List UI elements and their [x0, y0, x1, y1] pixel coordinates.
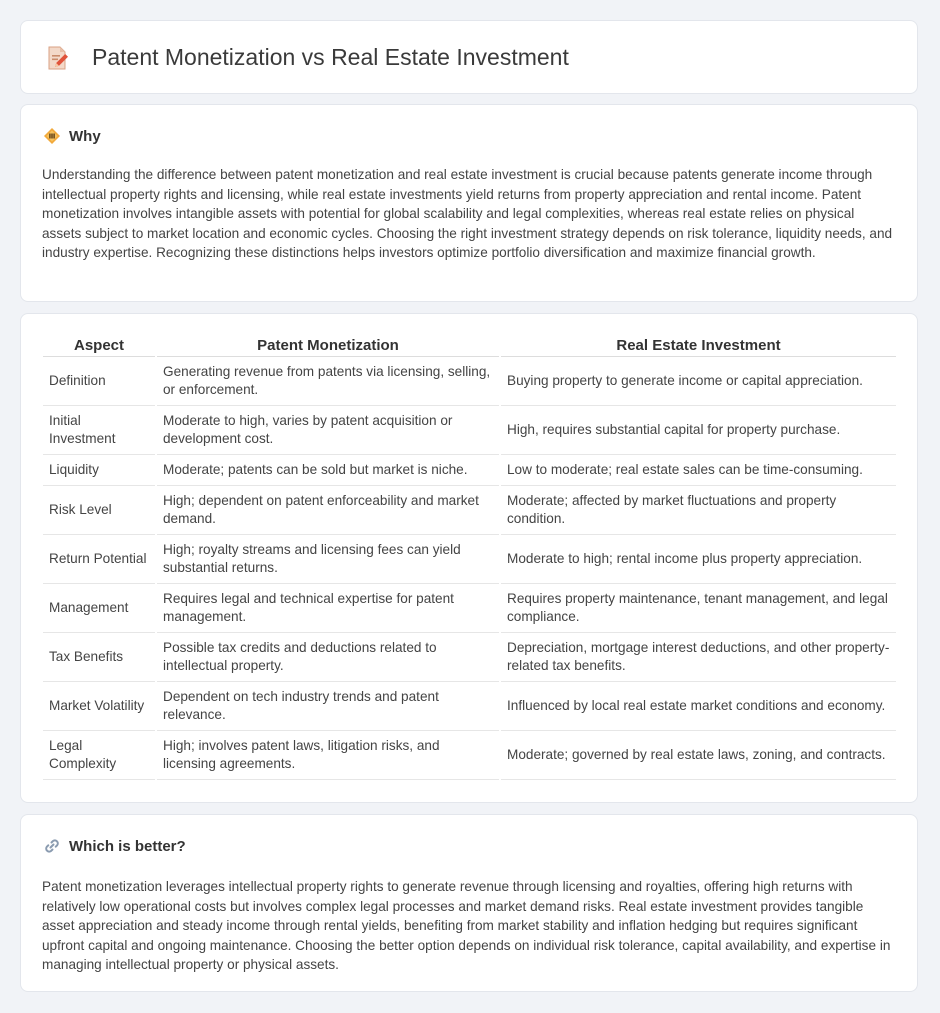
why-text: Understanding the difference between patent monetization and real estate investment is crucial because patents generate income through intellectual property rights and licensing, while real estate investments yield returns from property appreciation and rental income. Patent monetization involves intangible assets with potential for global scalability and legal complexities, whereas real estate relies on physical assets subject to market location and economic cycles. Choosing the right investment strategy depends on risk tolerance, liquidity needs, and industry expertise. Recognizing these distinctions helps investors optimize portfolio diversification and maximize financial growth.: [42, 167, 893, 260]
table-row: [43, 357, 896, 406]
table-row: [43, 584, 896, 633]
real-estate-cell: Buying property to generate income or capital appreciation.: [501, 357, 896, 406]
real-estate-cell: Requires property maintenance, tenant management, and legal compliance.: [501, 584, 896, 633]
patent-cell: Moderate; patents can be sold but market is niche.: [157, 455, 499, 486]
real-estate-cell: High, requires substantial capital for property purchase.: [501, 406, 896, 455]
column-header-patent: Patent Monetization: [157, 336, 499, 357]
real-estate-cell: Influenced by local real estate market conditions and economy.: [501, 682, 896, 731]
table-row: [43, 731, 896, 780]
real-estate-cell: Moderate; governed by real estate laws, zoning, and contracts.: [501, 731, 896, 780]
better-text: Patent monetization leverages intellectual property rights to generate revenue through licensing and royalties, offering high returns with relatively low operational costs but involves complex legal processes and market demand risks. Real estate investment provides tangible asset appreciation and steady income through rental yields, benefiting from market stability and inflation hedging but requires significant upfront capital and ongoing maintenance. Choosing the better option depends on individual risk tolerance, capital availability, and expertise in managing intellectual property or physical assets.: [42, 879, 891, 972]
patent-cell: Moderate to high, varies by patent acquisition or development cost.: [157, 406, 499, 455]
patent-cell: Requires legal and technical expertise for patent management.: [157, 584, 499, 633]
table-row: [43, 633, 896, 682]
header-card: [20, 20, 918, 94]
table-row: [43, 535, 896, 584]
patent-cell: High; involves patent laws, litigation risks, and licensing agreements.: [157, 731, 499, 780]
patent-cell: Dependent on tech industry trends and patent relevance.: [157, 682, 499, 731]
table-row: [43, 682, 896, 731]
diamond-warning-icon: [43, 127, 61, 145]
link-icon: [43, 837, 61, 855]
aspect-cell: Tax Benefits: [43, 633, 155, 682]
comparison-card: [20, 313, 918, 803]
real-estate-cell: Depreciation, mortgage interest deductions, and other property-related tax benefits.: [501, 633, 896, 682]
aspect-cell: Management: [43, 584, 155, 633]
column-header-aspect: Aspect: [43, 336, 155, 357]
table-row: [43, 486, 896, 535]
document-pencil-icon: [46, 45, 70, 71]
real-estate-cell: Moderate; affected by market fluctuations and property condition.: [501, 486, 896, 535]
comparison-table: [41, 336, 898, 780]
aspect-cell: Liquidity: [43, 455, 155, 486]
aspect-cell: Market Volatility: [43, 682, 155, 731]
better-heading: Which is better?: [69, 837, 186, 855]
aspect-cell: Initial Investment: [43, 406, 155, 455]
aspect-cell: Legal Complexity: [43, 731, 155, 780]
table-row: [43, 455, 896, 486]
real-estate-cell: Low to moderate; real estate sales can be time-consuming.: [501, 455, 896, 486]
patent-cell: Generating revenue from patents via licensing, selling, or enforcement.: [157, 357, 499, 406]
page-title: Patent Monetization vs Real Estate Investment: [92, 44, 569, 70]
aspect-cell: Definition: [43, 357, 155, 406]
why-heading: Why: [69, 127, 101, 145]
aspect-cell: Return Potential: [43, 535, 155, 584]
why-section: [20, 104, 918, 302]
table-row: [43, 406, 896, 455]
aspect-cell: Risk Level: [43, 486, 155, 535]
column-header-real-estate: Real Estate Investment: [501, 336, 896, 357]
which-is-better-section: [20, 814, 918, 992]
patent-cell: Possible tax credits and deductions related to intellectual property.: [157, 633, 499, 682]
real-estate-cell: Moderate to high; rental income plus property appreciation.: [501, 535, 896, 584]
patent-cell: High; dependent on patent enforceability and market demand.: [157, 486, 499, 535]
patent-cell: High; royalty streams and licensing fees can yield substantial returns.: [157, 535, 499, 584]
